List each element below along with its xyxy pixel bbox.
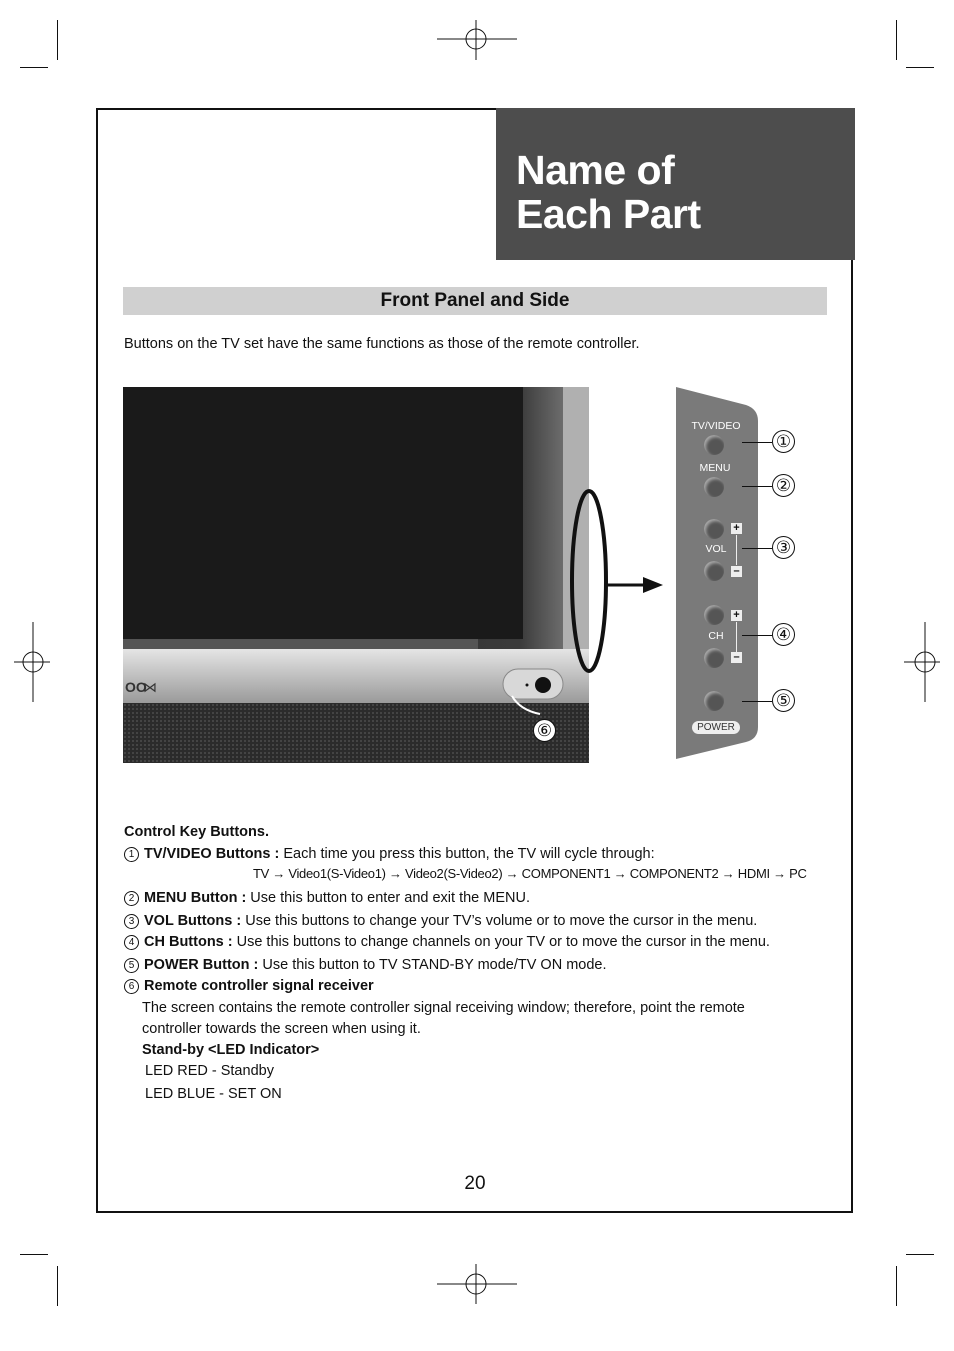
highlight-arrow — [565, 488, 670, 678]
registration-mark-bottom — [437, 1264, 517, 1304]
leader-line-5 — [742, 701, 772, 702]
callout-3: ③ — [772, 536, 795, 559]
ch-plus-sign: + — [731, 610, 742, 621]
vol-down-button[interactable] — [704, 561, 724, 581]
input-cycle-sequence: TV → Video1(S-Video1) → Video2(S-Video2) → COMPONENT1 → COMPONENT2 → HDMI → PC — [253, 866, 807, 881]
title-banner — [496, 108, 855, 260]
callout-1: ① — [772, 430, 795, 453]
ch-down-button[interactable] — [704, 648, 724, 668]
callout-4: ④ — [772, 623, 795, 646]
page-title: Name of Each Part — [516, 147, 701, 237]
ch-bracket — [736, 622, 737, 652]
ch-label: CH — [708, 630, 724, 642]
page-number: 20 — [464, 1173, 486, 1194]
led-blue-text: LED BLUE - SET ON — [145, 1086, 282, 1102]
svg-text:⋈: ⋈ — [143, 680, 157, 696]
key-item-tv-video: 1 TV/VIDEO Buttons : Each time you press this button, the TV will cycle through: — [124, 844, 655, 865]
leader-line-1 — [742, 442, 772, 443]
leader-line-2 — [742, 486, 772, 487]
key-item-menu: 2 MENU Button : Use this button to enter and exit the MENU. — [124, 888, 530, 909]
svg-text:OO: OO — [125, 679, 147, 695]
menu-label: MENU — [699, 462, 731, 474]
vol-minus-sign: – — [731, 566, 742, 577]
key-item-ch: 4 CH Buttons : Use this buttons to change channels on your TV or to move the cursor in the menu. — [124, 932, 770, 953]
registration-mark-top — [437, 20, 517, 60]
tv-video-label: TV/VIDEO — [691, 420, 741, 432]
receiver-text-line-1: The screen contains the remote controller signal receiving window; therefore, point the remote — [142, 1000, 745, 1016]
key-item-power: 5 POWER Button : Use this button to TV STAND-BY mode/TV ON mode. — [124, 955, 607, 976]
registration-mark-right — [904, 622, 940, 702]
callout-2: ② — [772, 474, 795, 497]
power-label: POWER — [692, 721, 740, 734]
receiver-text-line-2: controller towards the screen when using it. — [142, 1021, 421, 1037]
leader-line-3 — [742, 548, 772, 549]
leader-line-4 — [742, 635, 772, 636]
callout-5: ⑤ — [772, 689, 795, 712]
vol-up-button[interactable] — [704, 519, 724, 539]
registration-mark-left — [14, 622, 50, 702]
ch-up-button[interactable] — [704, 605, 724, 625]
section-heading: Front Panel and Side — [123, 287, 827, 315]
ch-minus-sign: – — [731, 652, 742, 663]
leader-line-6 — [510, 694, 550, 718]
vol-bracket — [736, 535, 737, 565]
keys-heading: Control Key Buttons. — [124, 824, 269, 840]
intro-text: Buttons on the TV set have the same functions as those of the remote controller. — [124, 336, 640, 352]
callout-6: ⑥ — [533, 719, 556, 742]
standby-heading: Stand-by <LED Indicator> — [142, 1042, 320, 1058]
key-item-receiver: 6 Remote controller signal receiver — [124, 976, 374, 997]
power-button[interactable] — [704, 691, 724, 711]
tv-video-button[interactable] — [704, 435, 724, 455]
key-item-vol: 3 VOL Buttons : Use this buttons to change your TV’s volume or to move the cursor in the menu. — [124, 911, 757, 932]
menu-button[interactable] — [704, 477, 724, 497]
led-red-text: LED RED - Standby — [145, 1063, 274, 1079]
vol-label: VOL — [705, 543, 727, 555]
vol-plus-sign: + — [731, 523, 742, 534]
